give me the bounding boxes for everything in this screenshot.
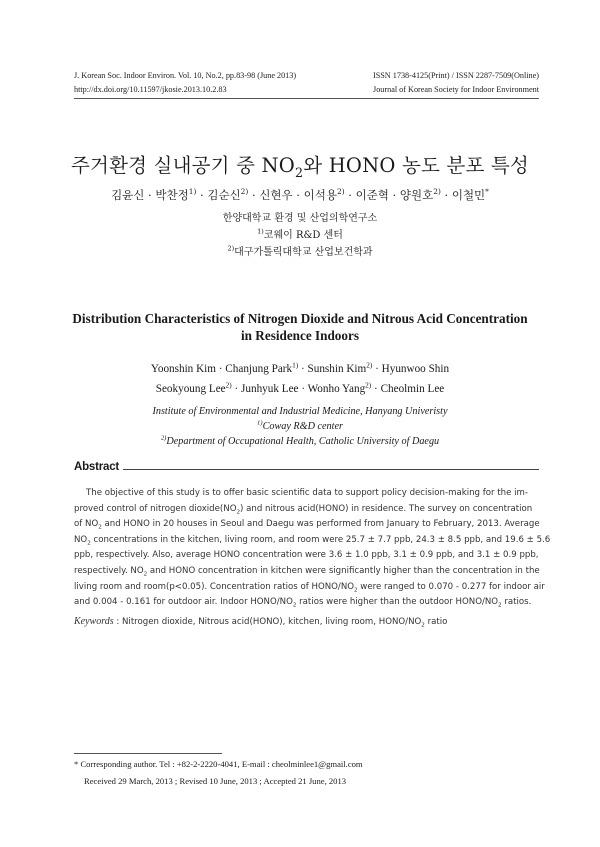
english-authors-line-2 <box>40 383 560 395</box>
abstract-line: proved control of nitrogen $dioxide(NO_2)$ and nitrous acid(HONO) in residence. The survey on concentration <box>74 503 533 516</box>
korean-authors <box>40 187 560 203</box>
author-affiliation-marker: 2) <box>365 381 372 390</box>
abstract-line: of $NO_2$ and HONO in 20 houses in Seoul and Daegu was performed from January to February, 2013. Average <box>74 519 540 531</box>
english-affiliation-3: $^{2)}$Department of Occupational Health, Catholic University of Daegu <box>160 434 440 447</box>
korean-affiliation-2: $^{1)}$코웨이 R&D 센터 <box>257 227 343 241</box>
abstract-line: respectively. $NO_2$ and HONO concentration in kitchen were significantly higher than the concentration in the <box>74 565 540 578</box>
author-separator: · <box>298 383 308 395</box>
keywords-text: Nitrogen dioxide, Nitrous acid(HONO), kitchen, living room, HONO/NO <box>122 617 422 627</box>
author-name: 김순신 <box>207 188 241 202</box>
abstract-heading-row <box>74 461 539 475</box>
author-separator: · <box>231 383 242 395</box>
english-title-line-1: Distribution Characteristics of Nitrogen Dioxide and Nitrous Acid Concentration <box>72 311 528 326</box>
abstract-heading-rule <box>120 469 539 470</box>
author-separator: · <box>298 363 308 375</box>
author-separator: · <box>144 188 156 202</box>
author-name: 김윤신 <box>111 188 145 202</box>
author-separator: · <box>371 383 381 395</box>
author-affiliation-marker: 1) <box>188 187 197 197</box>
abstract-line: living room and room(p<0.05). Concentration ratios of HONO/$NO_2$ were ranged to 0.070 - 0.277 for indoor air <box>74 581 545 594</box>
header-divider <box>74 98 539 99</box>
author-affiliation-marker: 2) <box>336 187 345 197</box>
author-name: Cheolmin Lee <box>380 383 445 395</box>
english-affiliation-1: Institute of Environmental and Industrial Medicine, Hanyang Univeristy <box>152 406 448 417</box>
author-name: Chanjung Park <box>225 363 293 375</box>
abstract-body <box>74 486 551 611</box>
author-separator: · <box>196 188 208 202</box>
abstract-line: $NO_2$ concentrations in the kitchen, living room, and room were 25.7 ± 7.7 ppb, 24.3 ± 8.5 ppb, and 19.6 ± 5.6 <box>74 534 551 547</box>
korean-affiliation-3: $^{2)}$대구가톨릭대학교 산업보건학과 <box>227 244 373 258</box>
english-affiliation-2: $^{1)}$Coway R&D center <box>257 419 343 432</box>
author-affiliation-marker: 1) <box>292 361 299 370</box>
korean-title: 주거환경 실내공기 중 $NO_2$와 HONO 농도 분포 특성 <box>71 154 529 180</box>
author-name: Seokyoung Lee <box>155 383 226 395</box>
journal-name: Journal of Korean Society for Indoor Environment <box>373 85 539 94</box>
author-separator: · <box>292 188 304 202</box>
author-name: Hyunwoo Shin <box>381 363 450 375</box>
english-authors-line-1 <box>40 363 560 375</box>
author-separator: · <box>248 188 260 202</box>
abstract-line: and 0.004 - 0.161 for outdoor air. Indoor HONO/$NO_2$ ratios were higher than the outdoor HONO/$NO_2$ ratios. <box>74 597 532 609</box>
keywords-line: Keywords : Nitrogen dioxide, Nitrous acid(HONO), kitchen, living room, HONO/$NO_2$ ratio <box>74 616 448 629</box>
abstract-line: ppb, respectively. Also, average HONO concentration were 3.6 ± 1.0 ppb, 3.1 ± 0.9 ppb, and 3.1 ± 0.9 ppb, <box>74 550 539 561</box>
author-separator: · <box>440 188 452 202</box>
author-name: 이준혁 <box>355 188 389 202</box>
author-separator: · <box>215 363 226 375</box>
english-title-line-2: in Residence Indoors <box>241 328 359 343</box>
submission-dates-footnote: Received 29 March, 2013 ; Revised 10 June, 2013 ; Accepted 21 June, 2013 <box>84 776 347 786</box>
author-separator: · <box>344 188 356 202</box>
author-affiliation-marker: * <box>485 187 489 197</box>
author-affiliation-marker: 2) <box>225 381 232 390</box>
abstract-line: The objective of this study is to offer basic scientific data to support policy decision-making for the im- <box>86 488 528 498</box>
header-row-2 <box>74 85 539 94</box>
author-name: Sunshin Kim <box>307 363 367 375</box>
author-name: Junhyuk Lee <box>241 383 299 395</box>
author-affiliation-marker: 2) <box>433 187 441 197</box>
doi-link[interactable]: http://dx.doi.org/10.11597/jkosie.2013.10.2.83 <box>74 85 227 94</box>
author-name: 박찬정 <box>155 188 189 202</box>
header-row-1 <box>74 71 539 80</box>
author-separator: · <box>372 363 382 375</box>
journal-citation: J. Korean Soc. Indoor Environ. Vol. 10, No.2, pp.83-98 (June 2013) <box>74 71 297 80</box>
keywords-label: Keywords <box>74 616 114 627</box>
author-name: 이석용 <box>303 188 337 202</box>
author-affiliation-marker: 2) <box>366 361 373 370</box>
author-name: 이철민 <box>451 188 486 202</box>
author-name: 신현우 <box>259 188 293 202</box>
author-affiliation-marker: 2) <box>240 187 249 197</box>
author-name: Yoonshin Kim <box>150 363 216 375</box>
issn: ISSN 1738-4125(Print) / ISSN 2287-7509(Online) <box>372 71 539 80</box>
footnote-divider <box>74 753 222 754</box>
corresponding-author-footnote: * Corresponding author. Tel : +82-2-2220-4041, E-mail : cheolminlee1@gmail.com <box>74 759 363 769</box>
author-name: 양원호 <box>399 188 434 202</box>
korean-affiliation-1: 한양대학교 환경 및 산업의학연구소 <box>222 213 378 224</box>
abstract-heading: Abstract <box>74 461 123 473</box>
author-name: Wonho Yang <box>307 383 366 395</box>
author-separator: · <box>388 188 400 202</box>
